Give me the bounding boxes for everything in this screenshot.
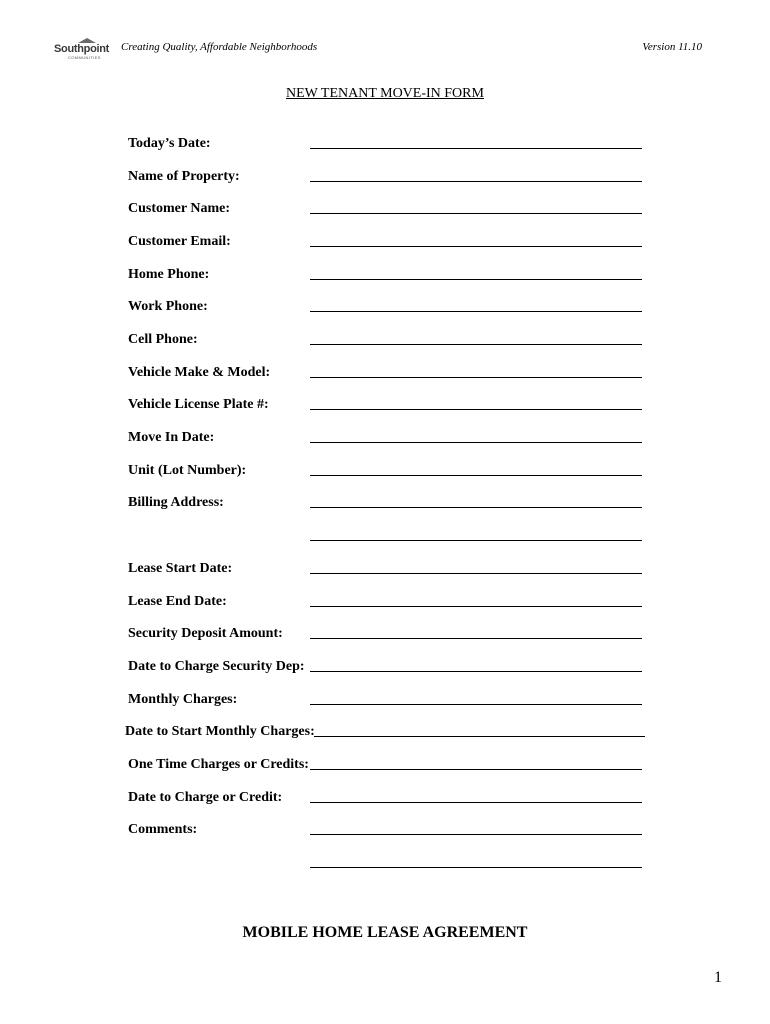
label-work-phone: Work Phone: — [128, 299, 208, 314]
label-vehicle-make-model: Vehicle Make & Model: — [128, 365, 271, 380]
field-date-charge-security-dep[interactable] — [310, 671, 642, 672]
field-monthly-charges[interactable] — [310, 704, 642, 705]
label-monthly-charges: Monthly Charges: — [128, 692, 238, 707]
field-lease-start-date[interactable] — [310, 573, 642, 574]
southpoint-logo — [54, 38, 112, 62]
label-customer-email: Customer Email: — [128, 234, 231, 249]
label-lease-end-date: Lease End Date: — [128, 594, 227, 609]
field-cell-phone[interactable] — [310, 344, 642, 345]
label-customer-name: Customer Name: — [128, 201, 230, 216]
label-security-deposit-amount: Security Deposit Amount: — [128, 626, 283, 641]
field-vehicle-license-plate[interactable] — [310, 409, 642, 410]
field-work-phone[interactable] — [310, 311, 642, 312]
field-security-deposit-amount[interactable] — [310, 638, 642, 639]
field-home-phone[interactable] — [310, 279, 642, 280]
form-title: NEW TENANT MOVE-IN FORM — [286, 86, 484, 101]
logo-text: Southpoint — [54, 43, 110, 55]
label-cell-phone: Cell Phone: — [128, 332, 198, 347]
field-todays-date[interactable] — [310, 148, 642, 149]
field-date-start-monthly-charges[interactable] — [314, 736, 645, 737]
label-date-charge-credit: Date to Charge or Credit: — [128, 790, 283, 805]
field-billing-address-line-2[interactable] — [310, 540, 642, 541]
label-date-charge-security-dep: Date to Charge Security Dep: — [128, 659, 305, 674]
field-one-time-charges-credits[interactable] — [310, 769, 642, 770]
label-todays-date: Today’s Date: — [128, 136, 211, 151]
page-header — [0, 0, 770, 70]
label-name-of-property: Name of Property: — [128, 169, 240, 184]
label-comments: Comments: — [128, 822, 198, 837]
field-customer-name[interactable] — [310, 213, 642, 214]
label-unit-lot-number: Unit (Lot Number): — [128, 463, 247, 478]
label-date-start-monthly-charges: Date to Start Monthly Charges: — [125, 724, 315, 739]
page-number: 1 — [714, 969, 722, 986]
label-lease-start-date: Lease Start Date: — [128, 561, 233, 576]
field-comments-line-2[interactable] — [310, 867, 642, 868]
field-name-of-property[interactable] — [310, 181, 642, 182]
field-comments-line-1[interactable] — [310, 834, 642, 835]
label-billing-address: Billing Address: — [128, 495, 224, 510]
field-customer-email[interactable] — [310, 246, 642, 247]
label-home-phone: Home Phone: — [128, 267, 210, 282]
logo-subtext: COMMUNITIES — [68, 55, 101, 60]
field-unit-lot-number[interactable] — [310, 475, 642, 476]
field-move-in-date[interactable] — [310, 442, 642, 443]
field-billing-address-line-1[interactable] — [310, 507, 642, 508]
field-lease-end-date[interactable] — [310, 606, 642, 607]
label-one-time-charges-credits: One Time Charges or Credits: — [128, 757, 309, 772]
version-label: Version 11.10 — [642, 41, 702, 53]
lease-agreement-title: MOBILE HOME LEASE AGREEMENT — [242, 924, 528, 941]
tagline: Creating Quality, Affordable Neighborhoods — [121, 41, 318, 53]
field-vehicle-make-model[interactable] — [310, 377, 642, 378]
label-move-in-date: Move In Date: — [128, 430, 215, 445]
label-vehicle-license-plate: Vehicle License Plate #: — [128, 397, 269, 412]
field-date-charge-credit[interactable] — [310, 802, 642, 803]
